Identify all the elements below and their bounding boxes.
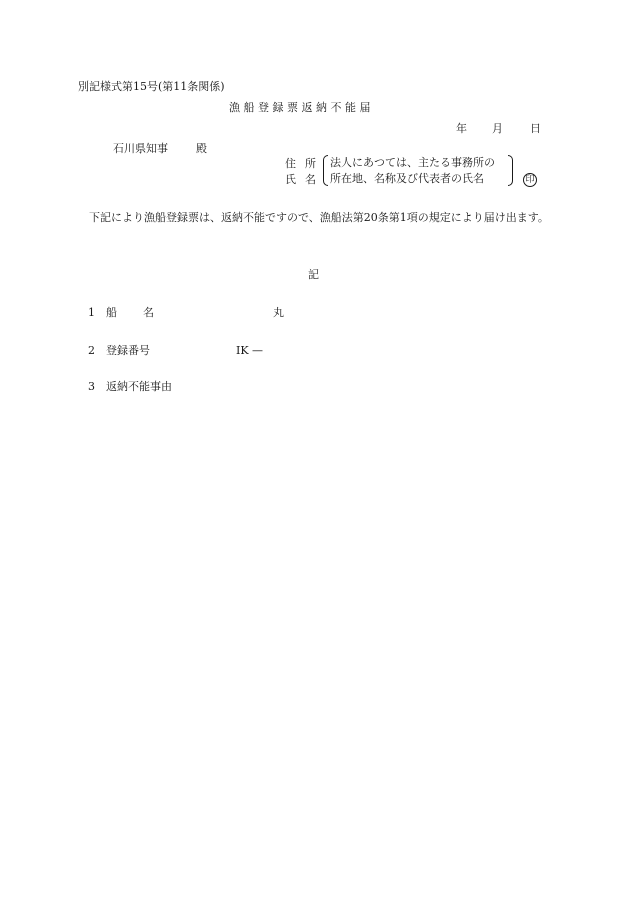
item-number: 2 <box>88 344 95 357</box>
form-number: 別記様式第15号(第11条関係) <box>78 80 225 93</box>
name-label: 氏名 <box>285 173 325 186</box>
applicant-note <box>323 155 513 188</box>
addressee-honorific: 殿 <box>196 142 207 155</box>
bracket-right <box>508 155 513 186</box>
item-label-vessel-name: 船名 <box>106 306 180 319</box>
item-value-registration-number: IK — <box>236 344 264 357</box>
item-value-vessel-name: 丸 <box>273 306 284 319</box>
address-label: 住所 <box>285 157 325 170</box>
date-day: 日 <box>530 122 541 135</box>
item-number: 1 <box>88 306 95 319</box>
applicant-note-line-1: 法人にあつては、主たる事務所の <box>330 156 495 169</box>
document-title: 漁船登録票返納不能届 <box>229 101 374 114</box>
ki-heading: 記 <box>308 268 319 281</box>
applicant-note-line-2: 所在地、名称及び代表者の氏名 <box>330 172 484 185</box>
date-year: 年 <box>456 122 467 135</box>
item-number: 3 <box>88 380 95 393</box>
seal-icon: 印 <box>523 173 537 187</box>
item-label-reason: 返納不能事由 <box>106 380 172 393</box>
addressee-name: 石川県知事 <box>113 142 168 155</box>
bracket-left <box>323 155 328 186</box>
body-paragraph: 下記により漁船登録票は、返納不能ですので、漁船法第20条第1項の規定により届け出ます。 <box>89 211 549 224</box>
date-month: 月 <box>492 122 503 135</box>
item-label-registration-number: 登録番号 <box>106 344 150 357</box>
